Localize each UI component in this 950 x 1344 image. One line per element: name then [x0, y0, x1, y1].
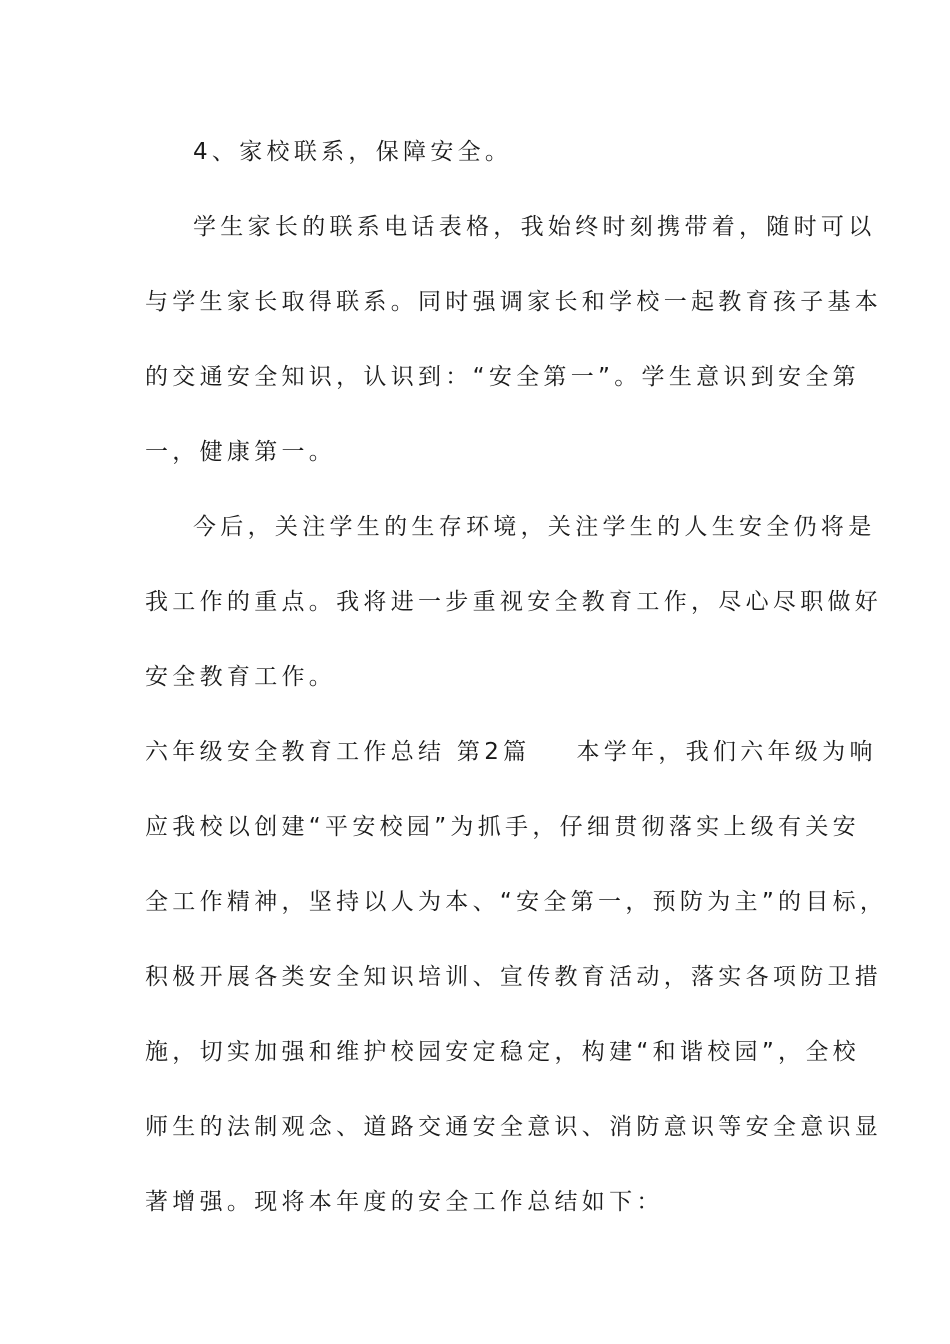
paragraph-line: 积极开展各类安全知识培训、宣传教育活动，落实各项防卫措 — [145, 964, 883, 990]
section-heading: 六年级安全教育工作总结 第2篇 — [145, 739, 531, 765]
paragraph-line: 我工作的重点。我将进一步重视安全教育工作，尽心尽职做好 — [145, 589, 883, 615]
paragraph-line: 应我校以创建“平安校园”为抓手，仔细贯彻落实上级有关安 — [145, 814, 860, 840]
paragraph-line: 今后，关注学生的生存环境，关注学生的人生安全仍将是 — [193, 514, 876, 540]
paragraph-line: 施，切实加强和维护校园安定稳定，构建“和谐校园”，全校 — [145, 1039, 860, 1065]
paragraph-line: 4、家校联系，保障安全。 — [193, 139, 513, 165]
paragraph-line: 的交通安全知识，认识到：“安全第一”。学生意识到安全第 — [145, 364, 860, 390]
paragraph-line: 学生家长的联系电话表格，我始终时刻携带着，随时可以 — [193, 214, 876, 240]
paragraph-line: 全工作精神，坚持以人为本、“安全第一，预防为主”的目标， — [145, 889, 888, 915]
paragraph-line: 师生的法制观念、道路交通安全意识、消防意识等安全意识显 — [145, 1114, 883, 1140]
section-heading-continuation: 本学年，我们六年级为响 — [576, 739, 877, 765]
paragraph-line: 安全教育工作。 — [145, 664, 337, 690]
paragraph-line: 著增强。现将本年度的安全工作总结如下： — [145, 1189, 664, 1215]
section-heading-line — [145, 737, 877, 767]
paragraph-line: 一，健康第一。 — [145, 439, 337, 465]
paragraph-line: 与学生家长取得联系。同时强调家长和学校一起教育孩子基本 — [145, 289, 883, 315]
